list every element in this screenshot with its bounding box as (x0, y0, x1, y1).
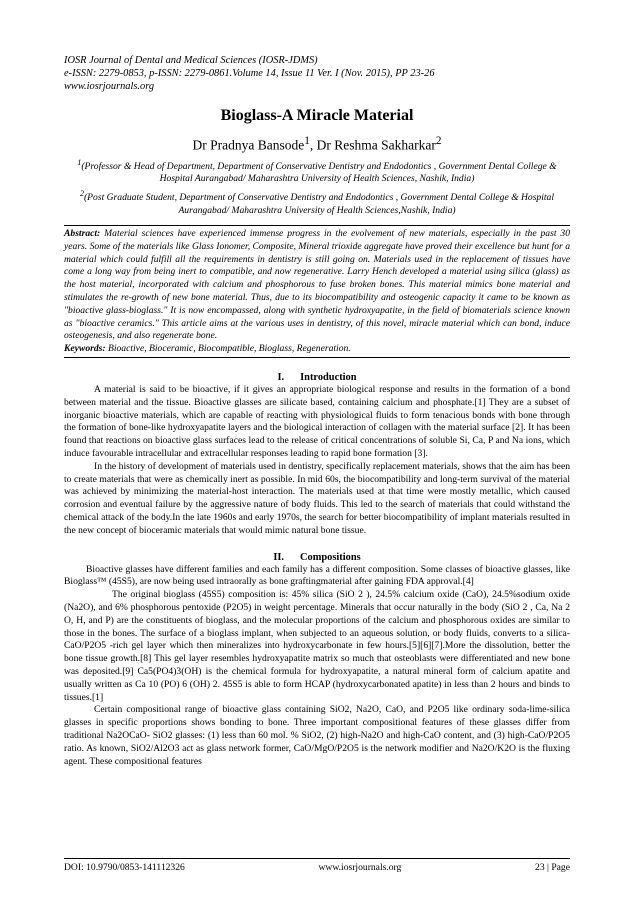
affiliation-2-sup: 2 (79, 189, 84, 199)
affiliation-1-text: (Professor & Head of Department, Department of Conservative Dentistry and Endodontics , Government Dental College & Hospital Aurangabad/ Maharashtra University of Health Sciences, Nashik, India) (81, 160, 557, 185)
abstract-bottom-rule (64, 357, 570, 358)
keywords-label: Keywords: (64, 343, 106, 355)
author-2-sup: 2 (435, 135, 442, 147)
paragraph: Certain compositional range of bioactive glass containing SiO2, Na2O, CaO, and P2O5 like ordinary soda-lime-silica glasses in specific proportions shows bonding to bone. Three important compositional features of these glasses differ from traditional Na2OCaO- SiO2 glasses: (1) less than 60 mol. % SiO2, (2) high-Na2O and high-CaO content, and (3) high-CaO/P2O5 ratio. As known, SiO2/Al2O3 act as glass network former, CaO/MgO/P2O5 is the network modifier and Na2O/K2O is the fluxing agent. These compositional features (64, 704, 570, 767)
author-1-sup: 1 (304, 135, 310, 147)
section-heading-introduction (64, 371, 570, 384)
journal-header (64, 54, 570, 93)
paragraph: The original bioglass (45S5) composition is: 45% silica (SiO 2 ), 24.5% calcium oxide (CaO), 24.5%sodium oxide (Na2O), and 6% phosphorous pentoxide (P2O5) in weight percentage. Minerals that occur naturally in the body (SiO 2 , Ca, Na 2 O, H, and P) are the constituents of bioglass, and the molecular proportions of the calcium and phosphorous oxides are similar to those in the bones. The surface of a bioglass implant, when subjected to an aqueous solution, or body fluids, converts to a silica-CaO/P2O5 -rich gel layer which then mineralizes into hydroxycarbonate in few hours.[5][6][7].More the dissolution, better the bone tissue growth.[8] This gel layer resembles hydroxyapatite matrix so much that osteoblasts were differentiated and new bone was deposited.[9] Ca5(PO4)3(OH) is the chemical formula for hydroxyapatite, a natural mineral form of calcium apatite and usually written as Ca 10 (PO) 6 (OH) 2. 45S5 is able to form HCAP (hydroxycarbonated apatite) in less than 2 hours and binds to tissues.[1] (64, 589, 570, 703)
keywords-text: Bioactive, Bioceramic, Biocompatible, Bioglass, Regeneration. (105, 343, 351, 355)
author-2: Dr Reshma Sakharkar (316, 137, 436, 153)
page-footer (64, 858, 570, 873)
footer-doi: DOI: 10.9790/0853-141112326 (64, 862, 185, 873)
section-heading-compositions (64, 551, 570, 564)
paper-title: Bioglass-A Miracle Material (220, 107, 414, 124)
section-title: Introduction (300, 372, 357, 384)
journal-url: www.iosrjournals.org (64, 81, 155, 92)
section-number: I. (277, 372, 285, 384)
author-1: Dr Pradnya Bansode (192, 137, 305, 153)
journal-issn: e-ISSN: 2279-0853, p-ISSN: 2279-0861.Volume 14, Issue 11 Ver. I (Nov. 2015), PP 23-26 (64, 68, 435, 79)
author-separator: , (309, 137, 317, 153)
authors (64, 132, 570, 155)
abstract (64, 228, 570, 343)
footer-page: 23 | Page (535, 862, 570, 873)
affiliation-1 (64, 157, 570, 187)
abstract-top-rule (64, 225, 570, 226)
paragraph: In the history of development of materials used in dentistry, specifically replacement materials, shows that the aim has been to create materials that were as chemically inert as possible. In mid 60s, the biocompatibility and long-term survival of the material was achieved by minimizing the material-host interaction. The materials used at that time were mostly metallic, which caused corrosion and eventual failure by the aggressive nature of body fluids. This led to the search of materials that could withstand the chemical attack of the body.In the late 1960s and early 1970s, the search for better biocompatibility of implant materials resulted in the new concept of bioceramic materials that would mimic natural bone tissue. (64, 460, 570, 536)
abstract-text: Material sciences have experienced immense progress in the evolvement of new materials, especially in the past 30 years. Some of the materials like Glass Ionomer, Composite, Mineral trioxide aggregate have proved their excellence but hunt for a material which could fulfill all the requirements in dentistry is still going on. Materials used in the replacement of tissues have come a long way from being inert to compatible, and now regenerative. Larry Hench developed a material using silica (glass) as the host material, incorporated with calcium and phosphorous to fuse broken bones. This material mimics bone material and stimulates the re-growth of new bone material. Thus, due to its biocompatibility and osteogenic capacity it came to be known as "bioactive glass-bioglass." It is now encompassed, along with synthetic hydroxyapatite, in the field of biomaterials science known as "bioactive ceramics." This article aims at the various uses in dentistry, of this novel, miracle material which can bond, induce osteogenesis, and also regenerate bone. (64, 228, 570, 342)
paragraph: Bioactive glasses have different families and each family has a different composition. Some classes of bioactive glasses, like Bioglass™ (45S5), are now being used intraorally as bone graftingmaterial after gaining FDA approval.[4] (64, 563, 570, 588)
article-page (64, 54, 570, 768)
paragraph: A material is said to be bioactive, if it gives an appropriate biological response and results in the formation of a bond between material and the tissue. Bioactive glasses are silicate based, containing calcium and phosphate.[1] They are a subset of inorganic bioactive materials, which are capable of reacting with physiological fluids to form tenacious bonds with bone through the formation of bone-like hydroxyapatite layers and the biological interaction of collagen with the material surface [2]. It has been found that reactions on bioactive glass surfaces lead to the release of critical concentrations of soluble Si, Ca, P and Na ions, which induce favourable intracellular and extracellular responses leading to rapid bone formation [3]. (64, 384, 570, 460)
affiliation-1-sup: 1 (77, 157, 82, 167)
affiliation-2-text: (Post Graduate Student, Department of Conservative Dentistry and Endodontics , Government Dental College & Hospital Aurangabad/ Maharashtra University of Health Sciences,Nashik, India) (83, 192, 555, 217)
section-number: II. (273, 551, 285, 563)
abstract-label: Abstract: (64, 228, 101, 240)
section-title: Compositions (300, 551, 361, 563)
keywords (64, 343, 570, 356)
footer-url: www.iosrjournals.org (318, 862, 402, 873)
journal-name: IOSR Journal of Dental and Medical Sciences (IOSR-JDMS) (64, 55, 318, 66)
affiliation-2 (64, 188, 570, 218)
